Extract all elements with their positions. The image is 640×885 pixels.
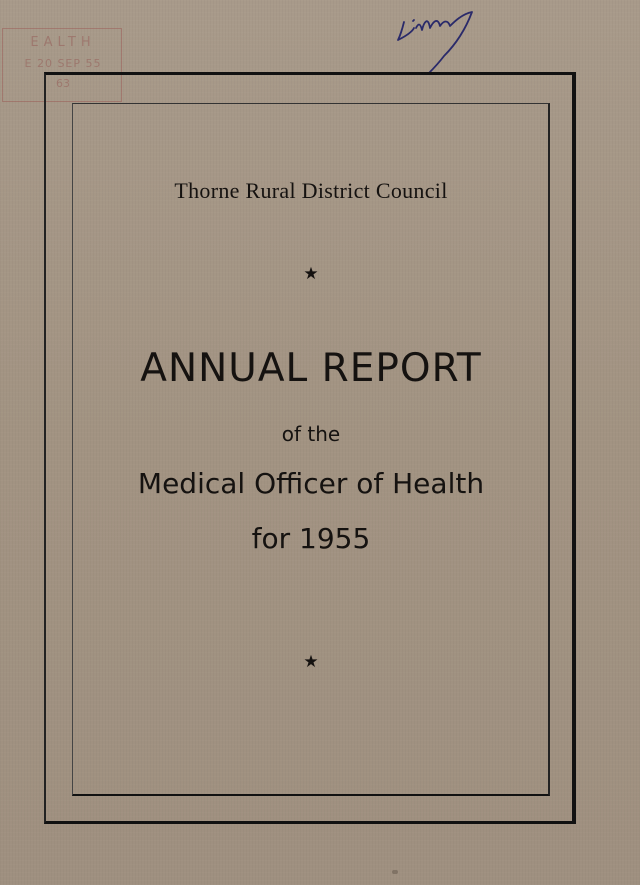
- stamp-line-1: EALTH: [30, 35, 96, 50]
- paper-mark: [392, 870, 398, 874]
- inner-border-frame: [72, 103, 550, 796]
- title-connector: of the: [281, 422, 341, 446]
- star-ornament-bottom: ★: [303, 652, 319, 671]
- star-ornament-top: ★: [303, 264, 319, 283]
- stamp-date: E 20 SEP 55: [24, 57, 102, 70]
- report-year: for 1955: [251, 522, 371, 555]
- stamp-number: 63: [56, 77, 70, 90]
- report-title: ANNUAL REPORT: [140, 346, 482, 391]
- handwritten-signature: [392, 0, 482, 80]
- council-name: Thorne Rural District Council: [174, 178, 448, 203]
- report-subtitle: Medical Officer of Health: [137, 467, 485, 500]
